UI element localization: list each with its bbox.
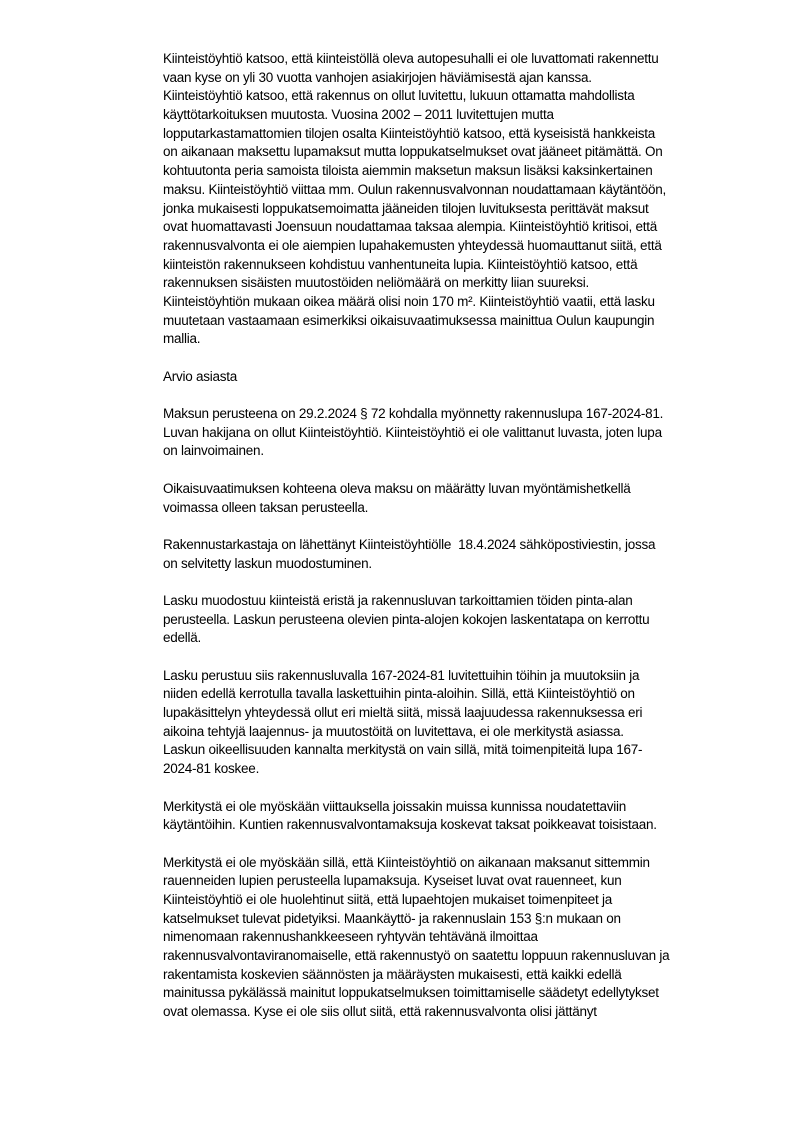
text-line: aikoina tehtyjä laajennus- ja muutostöitä on luvitettava, ei ole merkitystä asiassa. <box>163 723 624 739</box>
paragraph <box>163 536 763 573</box>
text-line: maksu. Kiinteistöyhtiö viittaa mm. Oulun rakennusvalvonnan noudattamaan käytäntöön, <box>163 181 667 197</box>
text-line: vaan kyse on yli 30 vuotta vanhojen asiakirjojen häviämisestä ajan kanssa. <box>163 69 592 85</box>
text-line: mallia. <box>163 331 201 347</box>
text-line: lopputarkastamattomien tilojen osalta Kiinteistöyhtiö katsoo, että kyseisistä hankkeista <box>163 125 656 141</box>
text-line: Lasku muodostuu kiinteistä eristä ja rakennusluvan tarkoittamien töiden pinta-alan <box>163 592 633 608</box>
text-line: nimenomaan rakennushankkeeseen ryhtyvän tehtävänä ilmoittaa <box>163 929 538 945</box>
text-line: on aikanaan maksettu lupamaksut mutta loppukatselmukset ovat jääneet pitämättä. On <box>163 144 663 160</box>
text-line: on selvitetty laskun muodostuminen. <box>163 555 372 571</box>
text-line: Kiinteistöyhtiö ei ole huolehtinut siitä, että lupaehtojen mukaiset toimenpiteet ja <box>163 891 613 907</box>
paragraph <box>163 50 763 349</box>
text-line: Merkitystä ei ole myöskään sillä, että Kiinteistöyhtiö on aikanaan maksanut sittemmin <box>163 854 650 870</box>
text-line: lupakäsittelyn yhteydessä ollut eri mieltä siitä, missä laajuudessa rakennuksessa eri <box>163 705 643 721</box>
text-line: mainitussa pykälässä mainitut loppukatselmuksen toimittamiselle säädetyt edellytykset <box>163 985 659 1001</box>
paragraph <box>163 798 763 835</box>
paragraph <box>163 592 763 648</box>
text-line: katselmukset tulevat pidetyiksi. Maankäyttö- ja rakennuslain 153 §:n mukaan on <box>163 910 621 926</box>
text-line: ovat huomattavasti Joensuun noudattamaa taksaa alempia. Kiinteistöyhtiö kritisoi, että <box>163 219 658 235</box>
text-line: edellä. <box>163 630 202 646</box>
text-line: on lainvoimainen. <box>163 443 264 459</box>
text-line: Oikaisuvaatimuksen kohteena oleva maksu on määrätty luvan myöntämishetkellä <box>163 480 631 496</box>
text-line: 2024-81 koskee. <box>163 761 260 777</box>
text-line: Laskun oikeellisuuden kannalta merkitystä on vain sillä, mitä toimenpiteitä lupa 167- <box>163 742 643 758</box>
text-line: Merkitystä ei ole myöskään viittauksella joissakin muissa kunnissa noudatettaviin <box>163 798 626 814</box>
text-line: kohtuutonta peria samoista tiloista aiemmin maksetun maksun lisäksi kaksinkertainen <box>163 163 653 179</box>
text-line: kiinteistön rakennukseen kohdistuu vanhentuneita lupia. Kiinteistöyhtiö katsoo, että <box>163 256 638 272</box>
text-line: muutetaan vastaamaan esimerkiksi oikaisuvaatimuksessa mainittua Oulun kaupungin <box>163 312 655 328</box>
paragraph <box>163 667 763 779</box>
text-line: niiden edellä kerrotulla tavalla laskettuihin pinta-aloihin. Sillä, että Kiinteistöyhtiö on <box>163 686 635 702</box>
text-line: perusteella. Laskun perusteena olevien pinta-alojen kokojen laskentatapa on kerrottu <box>163 611 650 627</box>
text-line: rakennusvalvonta ei ole aiempien lupahakemusten yhteydessä huomauttanut siitä, että <box>163 237 662 253</box>
text-line: käytäntöihin. Kuntien rakennusvalvontamaksuja koskevat taksat poikkeavat toisistaan. <box>163 817 657 833</box>
text-line: Kiinteistöyhtiö katsoo, että kiinteistöllä oleva autopesuhalli ei ole luvattomati rakennettu <box>163 51 659 66</box>
text-line: rauenneiden lupien perusteella lupamaksuja. Kyseiset luvat ovat rauenneet, kun <box>163 873 622 889</box>
text-line: Lasku perustuu siis rakennusluvalla 167-2024-81 luvitettuihin töihin ja muutoksiin ja <box>163 667 640 683</box>
section-heading <box>163 368 763 387</box>
text-line: Arvio asiasta <box>163 368 238 384</box>
text-line: ovat olemassa. Kyse ei ole siis ollut siitä, että rakennusvalvonta olisi jättänyt <box>163 1004 597 1020</box>
text-line: rakennusvalvontaviranomaiselle, että rakennustyö on saatettu loppuun rakennusluvan ja <box>163 948 670 963</box>
paragraph <box>163 480 763 517</box>
text-line: Kiinteistöyhtiö katsoo, että rakennus on ollut luvitettu, lukuun ottamatta mahdollista <box>163 88 635 104</box>
text-line: Luvan hakijana on ollut Kiinteistöyhtiö. Kiinteistöyhtiö ei ole valittanut luvasta, joten lupa <box>163 424 662 440</box>
document-body <box>163 50 763 1040</box>
text-line: jonka mukaisesti loppukatsemoimatta jääneiden tilojen luvituksesta perittävät maksut <box>163 200 649 216</box>
text-line: rakennuksen sisäisten muutostöiden neliömäärä on merkitty liian suureksi. <box>163 275 589 291</box>
paragraph <box>163 405 763 461</box>
paragraph <box>163 854 763 1022</box>
text-line: käyttötarkoituksen muutosta. Vuosina 2002 – 2011 luvitettujen mutta <box>163 107 554 123</box>
text-line: Kiinteistöyhtiön mukaan oikea määrä olisi noin 170 m². Kiinteistöyhtiö vaatii, että lasku <box>163 293 655 309</box>
text-line: Maksun perusteena on 29.2.2024 § 72 kohdalla myönnetty rakennuslupa 167-2024-81. <box>163 406 664 422</box>
text-line: voimassa olleen taksan perusteella. <box>163 499 369 515</box>
text-line: rakentamista koskevien säännösten ja määräysten mukaisesti, että kaikki edellä <box>163 966 622 982</box>
text-line: Rakennustarkastaja on lähettänyt Kiinteistöyhtiölle 18.4.2024 sähköpostiviestin, jossa <box>163 536 656 552</box>
